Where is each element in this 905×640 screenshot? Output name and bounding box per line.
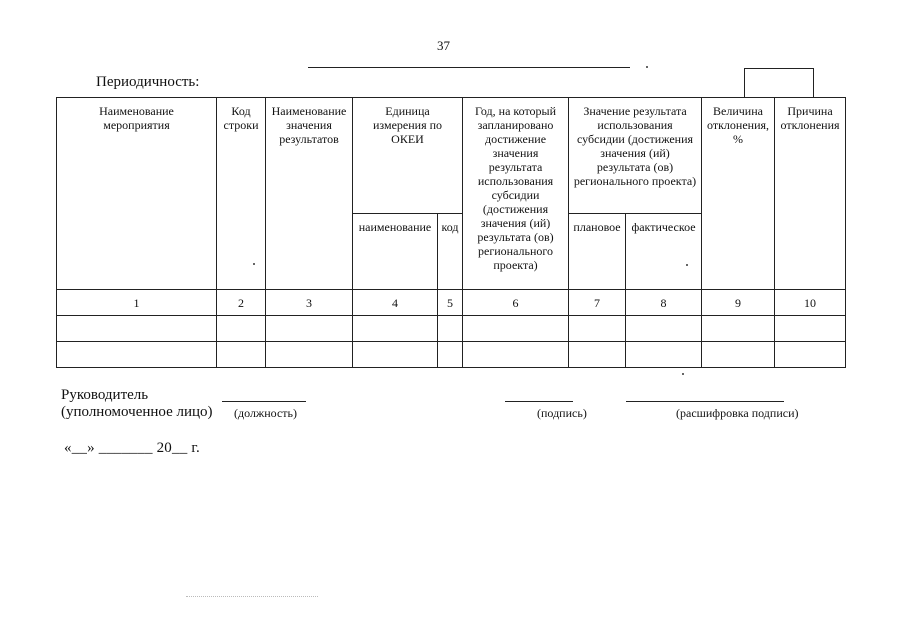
signature-line — [505, 401, 573, 402]
header-row-code — [217, 98, 266, 290]
header-underline — [308, 67, 630, 68]
table-row — [57, 342, 846, 368]
column-number-cell: 6 — [463, 290, 569, 316]
header-row-top — [57, 98, 846, 214]
column-number-cell: 8 — [626, 290, 702, 316]
header-planned-year — [463, 98, 569, 290]
column-number-cell: 3 — [266, 290, 353, 316]
header-result-name-text: Наименование значения результатов — [271, 104, 347, 146]
scan-speck — [646, 66, 648, 68]
header-okei-code — [438, 214, 463, 290]
column-number-cell: 2 — [217, 290, 266, 316]
column-number-cell: 1 — [57, 290, 217, 316]
column-number-row — [57, 290, 846, 316]
table-cell — [57, 342, 217, 368]
header-deviation-reason — [775, 98, 846, 290]
header-value-actual-text: фактическое — [631, 220, 696, 234]
position-line — [222, 401, 306, 402]
table-cell — [217, 316, 266, 342]
table-cell — [57, 316, 217, 342]
header-planned-year-text: Год, на который запланировано достижение значения результата использования субсидии (достижения значения (ий) результата (ов) регионального проекта) — [475, 104, 557, 272]
scan-artifact — [186, 596, 318, 599]
table-cell — [626, 342, 702, 368]
header-result-value-text: Значение результата использования субсидии (достижения значения (ий) результата (ов) регионального проекта) — [573, 104, 697, 188]
header-result-name — [266, 98, 353, 290]
column-number-cell: 10 — [775, 290, 846, 316]
header-result-value — [569, 98, 702, 214]
scan-speck — [682, 373, 684, 375]
table-cell — [438, 342, 463, 368]
header-okei-name-text: наименование — [358, 220, 432, 234]
table-cell — [569, 342, 626, 368]
decode-caption: (расшифровка подписи) — [676, 406, 799, 420]
periodicity-label: Периодичность: — [96, 74, 200, 90]
header-deviation-reason-text: Причина отклонения — [780, 104, 840, 132]
periodicity-code-box — [744, 68, 814, 97]
table-cell — [569, 316, 626, 342]
column-number-cell: 4 — [353, 290, 438, 316]
table-row — [57, 316, 846, 342]
header-deviation-value-text: Величина отклонения, % — [707, 104, 770, 146]
table-cell — [775, 342, 846, 368]
table-cell — [353, 342, 438, 368]
scan-speck — [686, 264, 688, 266]
table-cell — [463, 316, 569, 342]
date-line: «__» _______ 20__ г. — [64, 440, 200, 456]
table-cell — [438, 316, 463, 342]
header-deviation-value — [702, 98, 775, 290]
signature-caption: (подпись) — [537, 406, 587, 420]
table-cell — [626, 316, 702, 342]
header-okei-unit-text: Единица измерения по ОКЕИ — [372, 104, 443, 146]
header-okei-code-text: код — [441, 220, 459, 234]
decode-line — [626, 401, 784, 402]
table-cell — [217, 342, 266, 368]
header-value-planned-text: плановое — [573, 220, 621, 234]
header-event-name-text: Наименование мероприятия — [99, 104, 174, 132]
header-value-actual — [626, 214, 702, 290]
header-row-code-text: Код строки — [223, 104, 259, 132]
authorized-person-label: (уполномоченное лицо) — [61, 404, 213, 420]
table-cell — [266, 342, 353, 368]
header-event-name — [57, 98, 217, 290]
column-number-cell: 5 — [438, 290, 463, 316]
scan-speck — [253, 263, 255, 265]
table-cell — [702, 342, 775, 368]
header-okei-unit — [353, 98, 463, 214]
table-cell — [266, 316, 353, 342]
report-table — [56, 97, 846, 368]
header-okei-name — [353, 214, 438, 290]
table-cell — [702, 316, 775, 342]
head-label: Руководитель — [61, 387, 149, 403]
table-cell — [463, 342, 569, 368]
table-cell — [353, 316, 438, 342]
column-number-cell: 7 — [569, 290, 626, 316]
header-value-planned — [569, 214, 626, 290]
page-number: 37 — [437, 38, 450, 53]
column-number-cell: 9 — [702, 290, 775, 316]
table-cell — [775, 316, 846, 342]
position-caption: (должность) — [234, 406, 297, 420]
